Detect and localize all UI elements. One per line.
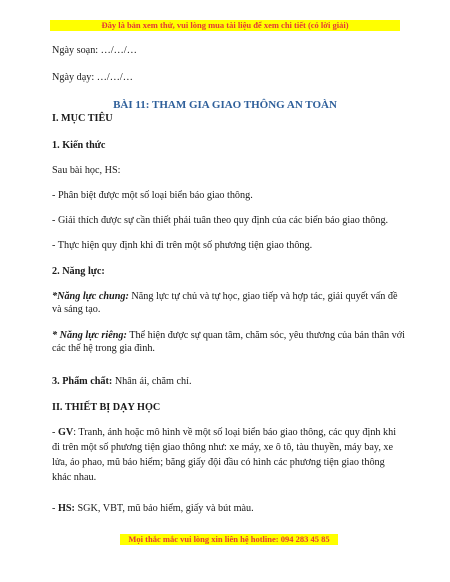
specific-competency-label: * Năng lực riêng:: [52, 330, 127, 341]
teacher-equipment-prefix: -: [52, 427, 58, 438]
section-objectives-heading: I. MỤC TIÊU: [52, 113, 113, 124]
prep-date: Ngày soạn: …/…/…: [52, 45, 137, 56]
student-label: HS:: [57, 503, 75, 514]
competency-heading: 2. Năng lực:: [52, 266, 105, 277]
objective-item: - Giải thích được sự cần thiết phải tuân theo quy định của các biển báo giao thông.: [52, 215, 389, 226]
section-equipment-heading: II. THIẾT BỊ DẠY HỌC: [52, 402, 161, 413]
quality: [52, 375, 406, 388]
general-competency-text: Năng lực tự chủ và tự học, giao tiếp và hợp tác, giải quyết vấn đề và sáng tạo.: [52, 291, 398, 315]
general-competency: [52, 290, 406, 316]
quality-text: Nhân ái, chăm chỉ.: [112, 376, 192, 387]
teacher-equipment-text: : Tranh, ảnh hoặc mô hình về một số loại biển báo giao thông, các quy định khi đi trên một số phương tiện giao thông như: xe máy, xe ô tô, tàu thuyền, máy bay, xe lửa, áo phao, mũ bảo hiểm; băng giấy đội đầu có hình các phương tiện giao thông khác nhau.: [52, 427, 397, 483]
hotline-banner: Mọi thắc mắc vui lòng xin liên hệ hotline: 094 283 45 85: [120, 534, 338, 545]
specific-competency-text: Thể hiện được sự quan tâm, chăm sóc, yêu thương của bản thân với các thế hệ trong gia đình.: [52, 330, 405, 354]
student-equipment-prefix: -: [52, 503, 58, 514]
objective-item: - Phân biệt được một số loại biển báo giao thông.: [52, 190, 253, 201]
preview-banner: Đây là bản xem thử, vui lòng mua tài liệu để xem chi tiết (có lời giải): [50, 20, 400, 31]
quality-label: 3. Phẩm chất:: [52, 376, 113, 387]
after-lesson-text: Sau bài học, HS:: [52, 165, 121, 176]
student-equipment: [52, 502, 406, 515]
student-equipment-text: SGK, VBT, mũ bảo hiểm, giấy và bút màu.: [74, 503, 254, 514]
general-competency-label: *Năng lực chung:: [52, 291, 129, 302]
lesson-title: BÀI 11: THAM GIA GIAO THÔNG AN TOÀN: [113, 99, 337, 111]
objective-item: - Thực hiện quy định khi đi trên một số phương tiện giao thông.: [52, 240, 313, 251]
teacher-equipment: [52, 425, 406, 485]
teach-date: Ngày dạy: …/…/…: [52, 72, 133, 83]
specific-competency: [52, 329, 406, 355]
knowledge-heading: 1. Kiến thức: [52, 140, 106, 151]
teacher-label: GV: [57, 427, 74, 438]
